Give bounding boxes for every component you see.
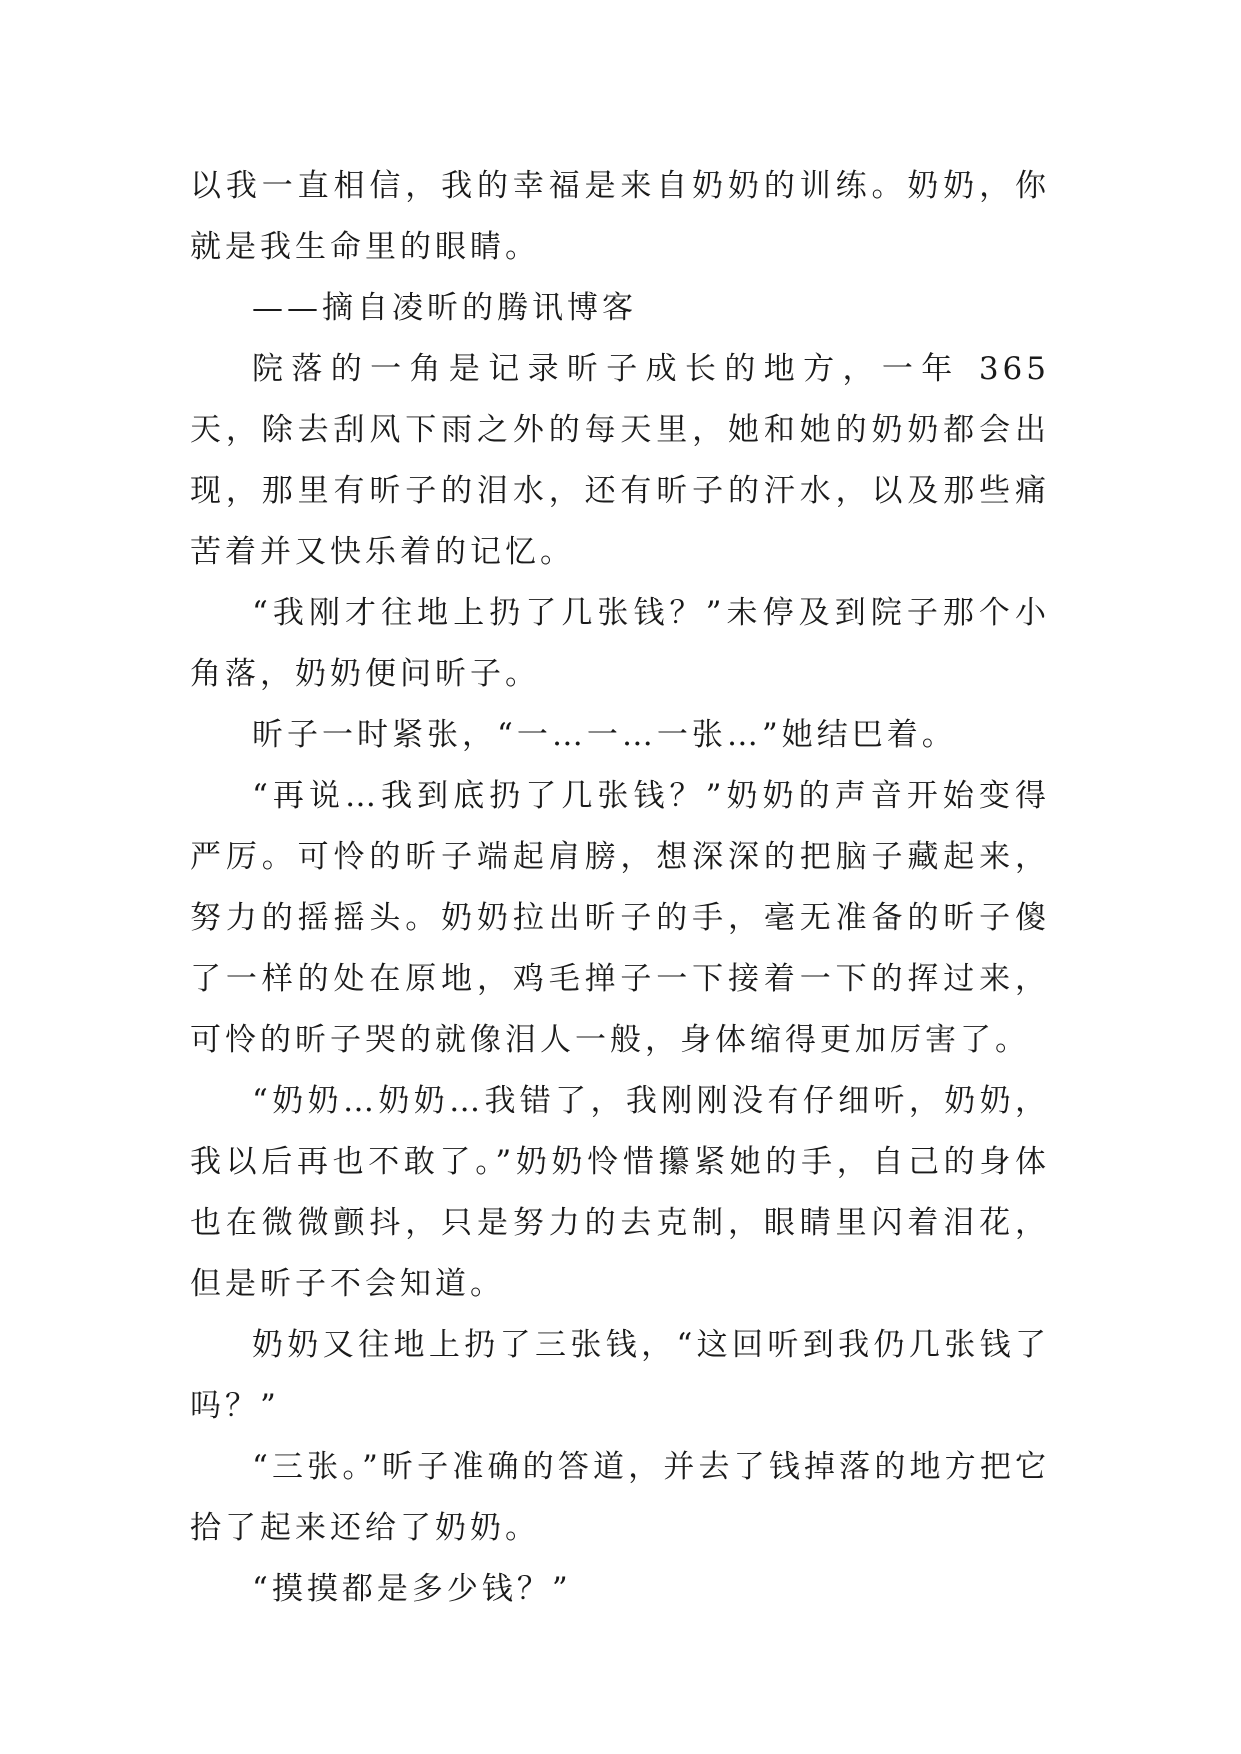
paragraph-5: 昕子一时紧张，“一…一…一张…”她结巴着。 xyxy=(252,717,957,753)
paragraph-6: “再说…我到底扔了几张钱？”奶奶的声音开始变得严厉。可怜的昕子端起肩膀，想深深的把脑子藏起来，努力的摇摇头。奶奶拉出昕子的手，毫无准备的昕子傻了一样的处在原地，鸡毛掸子一下接着一下的挥过来，可怜的昕子哭的就像泪人一般，身体缩得更加厉害了。 xyxy=(190,778,1050,1058)
paragraph-source-note: ——摘自凌昕的腾讯博客 xyxy=(252,290,637,326)
paragraph-7: “奶奶…奶奶…我错了，我刚刚没有仔细听，奶奶，我以后再也不敢了。”奶奶怜惜攥紧她的手，自己的身体也在微微颤抖，只是努力的去克制，眼睛里闪着泪花，但是昕子不会知道。 xyxy=(190,1083,1050,1302)
paragraph-3: 院落的一角是记录昕子成长的地方，一年 365 天，除去刮风下雨之外的每天里，她和她的奶奶都会出现，那里有昕子的泪水，还有昕子的汗水，以及那些痛苦着并又快乐着的记忆。 xyxy=(190,351,1050,570)
paragraph-10: “摸摸都是多少钱？” xyxy=(252,1571,572,1607)
paragraph-4: “我刚才往地上扔了几张钱？”未停及到院子那个小角落，奶奶便问昕子。 xyxy=(190,595,1050,692)
paragraph-1: 以我一直相信，我的幸福是来自奶奶的训练。奶奶，你就是我生命里的眼睛。 xyxy=(190,168,1050,265)
paragraph-8: 奶奶又往地上扔了三张钱，“这回听到我仍几张钱了吗？” xyxy=(190,1327,1050,1424)
paragraph-9: “三张。”昕子准确的答道，并去了钱掉落的地方把它拾了起来还给了奶奶。 xyxy=(190,1449,1050,1546)
body-text xyxy=(190,156,1050,1620)
